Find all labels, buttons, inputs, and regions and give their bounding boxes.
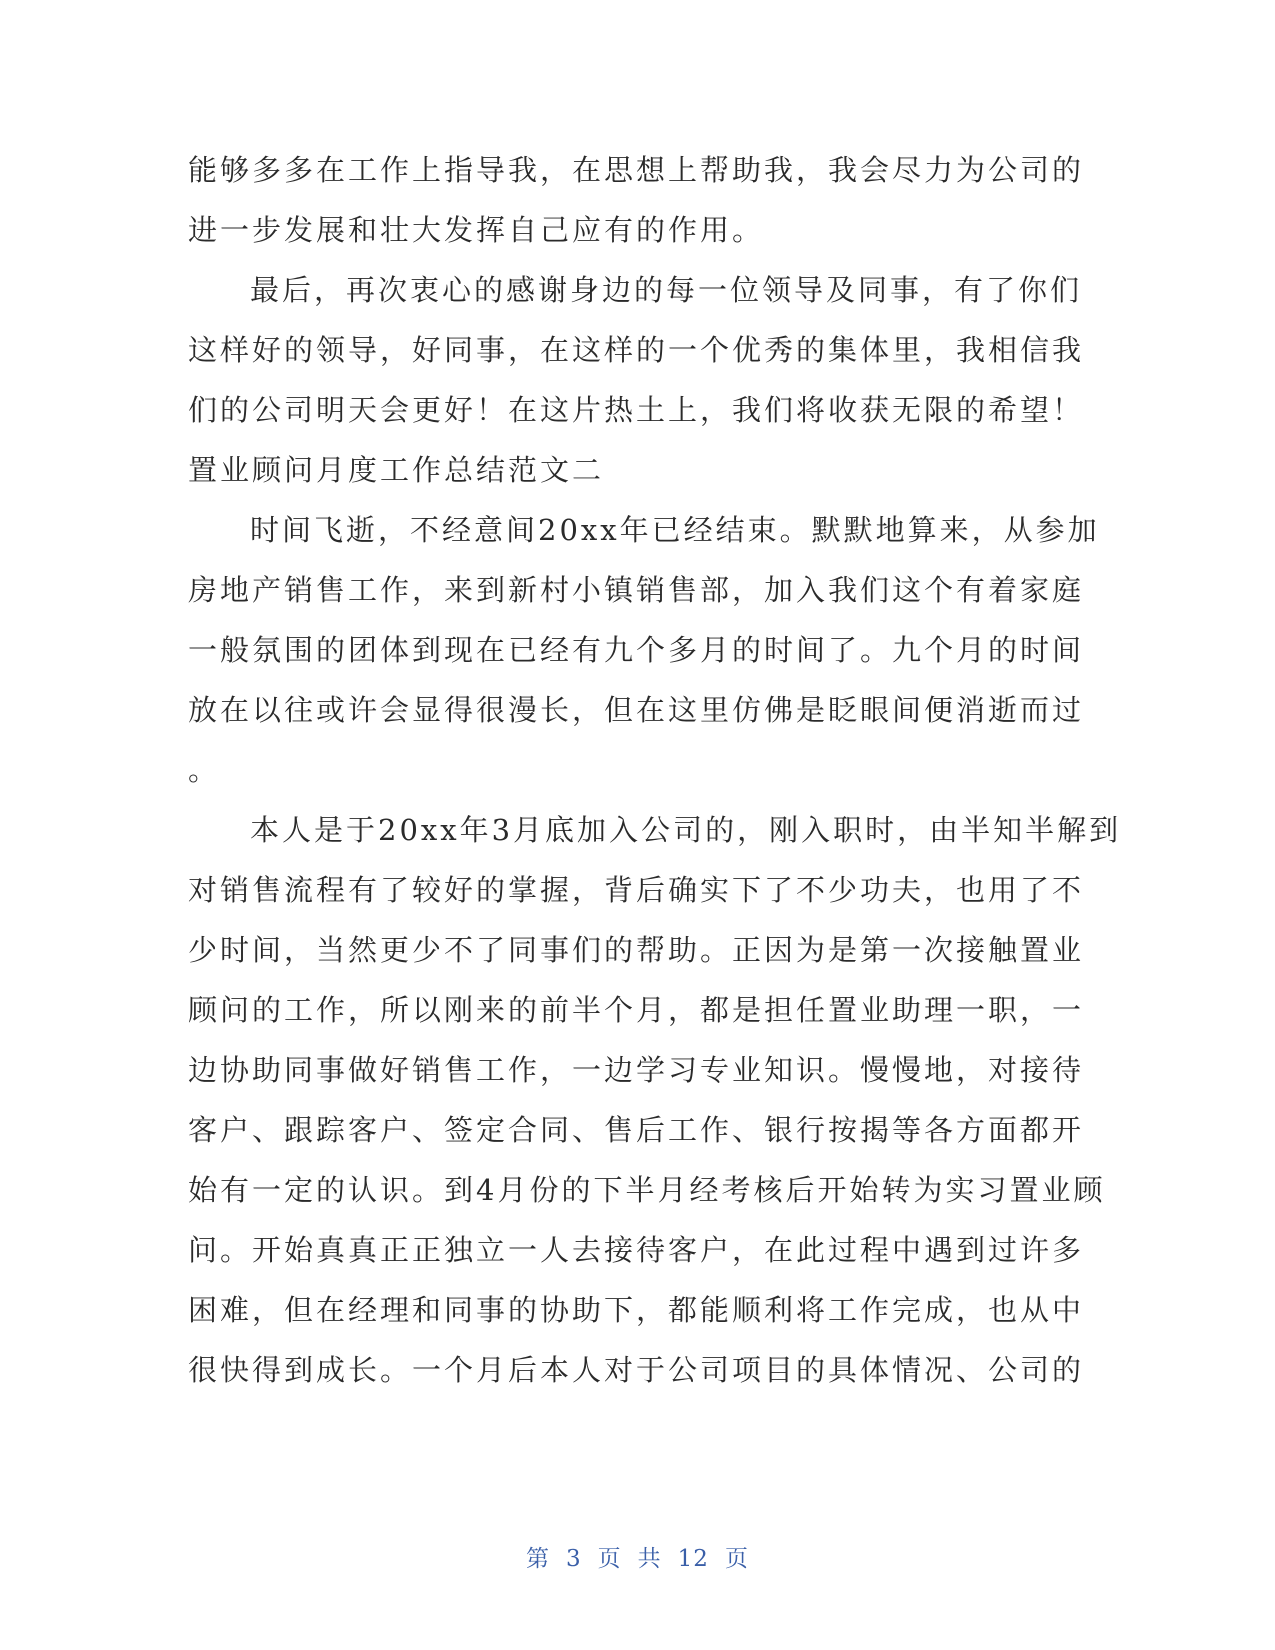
total-pages-number: 12	[677, 1546, 709, 1572]
text-line: 一般氛围的团体到现在已经有九个多月的时间了。九个月的时间	[188, 633, 1085, 667]
text-line: 们的公司明天会更好！在这片热土上，我们将收获无限的希望！	[188, 393, 1085, 427]
document-body	[188, 140, 1122, 1400]
text-line: 困难，但在经理和同事的协助下，都能顺利将工作完成，也从中	[188, 1293, 1085, 1327]
text-line: 顾问的工作，所以刚来的前半个月，都是担任置业助理一职，一	[188, 993, 1085, 1027]
text-line: 这样好的领导，好同事，在这样的一个优秀的集体里，我相信我	[188, 333, 1085, 367]
text-line: 能够多多在工作上指导我，在思想上帮助我，我会尽力为公司的	[188, 153, 1085, 187]
text-line: 问。开始真真正正独立一人去接待客户，在此过程中遇到过许多	[188, 1233, 1085, 1267]
text-line: 很快得到成长。一个月后本人对于公司项目的具体情况、公司的	[188, 1353, 1085, 1387]
page-footer	[0, 1540, 1275, 1573]
current-page-number: 3	[566, 1546, 582, 1572]
text-line: 放在以往或许会显得很漫长，但在这里仿佛是眨眼间便消逝而过	[188, 693, 1085, 727]
text-line: 房地产销售工作，来到新村小镇销售部，加入我们这个有着家庭	[188, 573, 1085, 607]
footer-prefix: 第	[526, 1546, 551, 1572]
text-line: 本人是于20xx年3月底加入公司的，刚入职时，由半知半解到	[250, 813, 1122, 847]
text-line: 最后，再次衷心的感谢身边的每一位领导及同事，有了你们	[250, 273, 1083, 307]
text-line: 对销售流程有了较好的掌握，背后确实下了不少功夫，也用了不	[188, 873, 1085, 907]
text-line: 客户、跟踪客户、签定合同、售后工作、银行按揭等各方面都开	[188, 1113, 1085, 1147]
text-line: 边协助同事做好销售工作，一边学习专业知识。慢慢地，对接待	[188, 1053, 1085, 1087]
footer-total-word: 共	[637, 1546, 662, 1572]
text-line: 。	[188, 753, 221, 787]
section-heading: 置业顾问月度工作总结范文二	[188, 453, 605, 487]
text-line: 始有一定的认识。到4月份的下半月经考核后开始转为实习置业顾	[188, 1173, 1106, 1207]
text-line: 少时间，当然更少不了同事们的帮助。正因为是第一次接触置业	[188, 933, 1085, 967]
footer-suffix: 页	[724, 1546, 749, 1572]
text-line: 时间飞逝，不经意间20xx年已经结束。默默地算来，从参加	[250, 513, 1100, 547]
footer-page-word: 页	[597, 1546, 622, 1572]
text-line: 进一步发展和壮大发挥自己应有的作用。	[188, 213, 765, 247]
